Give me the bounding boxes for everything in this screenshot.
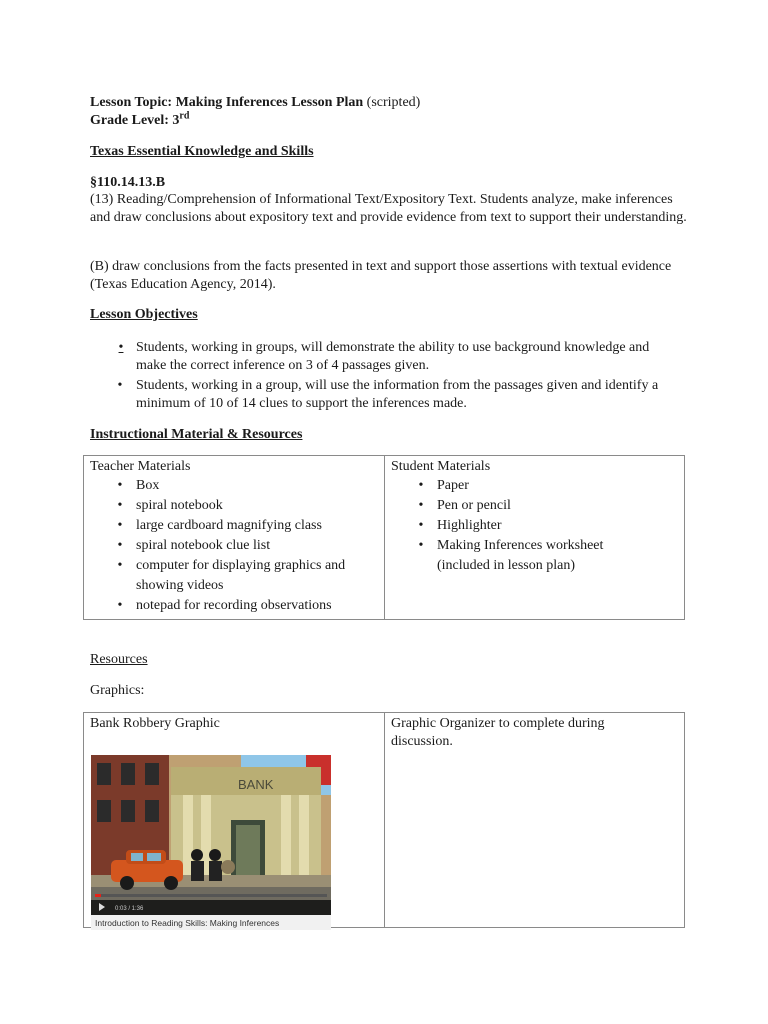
teks-heading: Texas Essential Knowledge and Skills — [90, 144, 314, 159]
bank-robbery-title: Bank Robbery Graphic — [90, 716, 220, 731]
grade-level-label: Grade Level: 3 — [90, 113, 180, 128]
objective-text: Students, working in groups, will demonstrate the ability to use background knowledge and make the correct inference on 3 of 4 passages given. — [136, 340, 650, 373]
teacher-material-text: notepad for recording observations — [136, 598, 332, 613]
objective-text: Students, working in a group, will use the information from the passages given and identify a minimum of 10 of 14 clues to support the inferences made. — [136, 378, 659, 411]
teacher-material-text: spiral notebook clue list — [136, 538, 271, 553]
student-materials-cell — [385, 456, 685, 620]
teks-paragraph-1: (13) Reading/Comprehension of Informational Text/Expository Text. Students analyze, make inferences and draw conclusions about expository text and provide evidence from text to support their understanding. — [90, 192, 687, 225]
student-materials-list — [411, 476, 678, 576]
video-caption: Introduction to Reading Skills: Making Inferences — [95, 918, 280, 928]
bullet-icon: • — [117, 598, 123, 613]
student-material-text: Making Inferences worksheet (included in lesson plan) — [437, 538, 604, 573]
lesson-topic-note: (scripted) — [366, 95, 421, 110]
teks-code: §110.14.13.B — [90, 175, 166, 190]
graphic-organizer-title: Graphic Organizer to complete during discussion. — [391, 716, 605, 749]
graphics-label: Graphics: — [90, 683, 145, 698]
lesson-topic — [90, 94, 420, 112]
grade-level-sup: rd — [179, 110, 190, 122]
materials-table — [83, 455, 685, 620]
bullet-icon: • — [117, 378, 123, 393]
graphic-organizer-cell — [385, 713, 685, 928]
teacher-materials-title: Teacher Materials — [90, 459, 191, 474]
teacher-materials-cell — [84, 456, 385, 620]
grade-level — [90, 112, 189, 130]
student-material-text: Highlighter — [437, 518, 502, 533]
video-time: 0:03 / 1:36 — [115, 906, 144, 912]
student-material-text: Pen or pencil — [437, 498, 511, 513]
bullet-icon: • — [418, 538, 424, 553]
teks-paragraph-2: (B) draw conclusions from the facts presented in text and support those assertions with textual evidence (Texas Education Agency, 2014). — [90, 259, 672, 292]
teacher-material-item — [110, 536, 378, 556]
bullet-icon: • — [117, 538, 123, 553]
teacher-material-text: large cardboard magnifying class — [136, 518, 322, 533]
bank-robbery-video[interactable] — [91, 755, 331, 930]
bullet-icon: • — [117, 498, 123, 513]
teacher-material-item — [110, 476, 378, 496]
teacher-material-item — [110, 516, 378, 536]
bullet-icon: • — [418, 478, 424, 493]
resources-heading: Resources — [90, 652, 148, 667]
student-material-item — [411, 516, 678, 536]
teacher-material-item — [110, 556, 378, 596]
objectives-heading: Lesson Objectives — [90, 307, 198, 322]
bullet-icon: • — [117, 558, 123, 573]
student-material-item — [411, 536, 637, 576]
teacher-materials-list — [110, 476, 378, 616]
student-material-item — [411, 496, 678, 516]
student-material-text: Paper — [437, 478, 469, 493]
teacher-material-item — [110, 596, 378, 616]
bullet-icon: • — [117, 478, 123, 493]
objective-item — [110, 339, 670, 375]
materials-heading: Instructional Material & Resources — [90, 427, 303, 442]
teacher-material-item — [110, 496, 378, 516]
bank-sign-text: BANK — [238, 777, 274, 792]
objective-item — [110, 377, 670, 413]
bullet-icon: • — [117, 518, 123, 533]
teacher-material-text: spiral notebook — [136, 498, 223, 513]
student-material-item — [411, 476, 678, 496]
lesson-topic-label: Lesson Topic: Making Inferences Lesson Plan — [90, 95, 364, 110]
bullet-icon: • — [418, 518, 424, 533]
objectives-list — [110, 339, 670, 413]
bullet-icon: • — [418, 498, 424, 513]
student-materials-title: Student Materials — [391, 459, 491, 474]
teacher-material-text: computer for displaying graphics and showing videos — [136, 558, 346, 593]
bank-robbery-illustration — [91, 755, 331, 930]
bullet-icon: • — [118, 340, 124, 355]
teacher-material-text: Box — [136, 478, 160, 493]
